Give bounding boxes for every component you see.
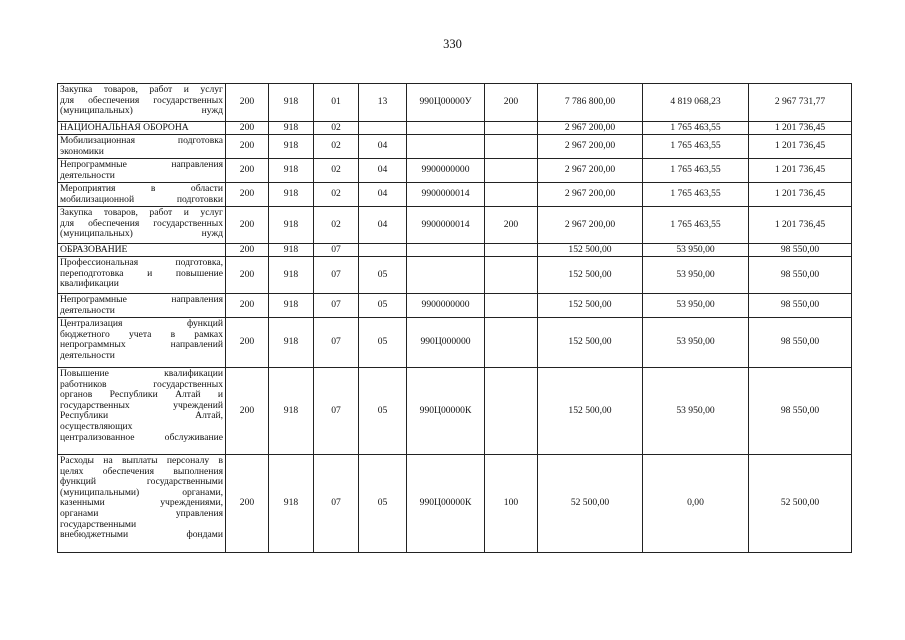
remaining-amount-cell: 1 201 736,45 <box>749 207 852 244</box>
expense-type-cell <box>485 244 538 257</box>
item-name-line: Закупка товаров, работ и услуг <box>60 207 223 218</box>
executed-amount-cell: 53 950,00 <box>643 257 749 294</box>
department-code-cell: 918 <box>269 122 314 135</box>
remaining-amount-cell: 1 201 736,45 <box>749 159 852 183</box>
item-name-line: (муниципальными) органами, <box>60 486 223 498</box>
budget-table <box>57 83 852 553</box>
target-article-cell: 9900000000 <box>407 294 485 318</box>
subsection-cell: 05 <box>359 368 407 455</box>
department-code-cell: 918 <box>269 294 314 318</box>
target-article-cell <box>407 257 485 294</box>
item-name-line: органами управления <box>60 507 223 519</box>
table-row <box>58 455 852 553</box>
remaining-amount-cell: 1 201 736,45 <box>749 183 852 207</box>
remaining-amount-cell: 98 550,00 <box>749 244 852 257</box>
section-cell: 07 <box>314 244 359 257</box>
item-name-line: бюджетного учета в рамках <box>60 328 223 340</box>
subsection-cell <box>359 122 407 135</box>
item-name-line: мобилизационной подготовки <box>60 193 223 205</box>
table-row <box>58 84 852 122</box>
expense-type-cell <box>485 159 538 183</box>
approved-amount-cell: 2 967 200,00 <box>538 122 643 135</box>
remaining-amount-cell: 98 550,00 <box>749 318 852 368</box>
item-name-line: непрограммных направлений <box>60 339 223 351</box>
remaining-amount-cell: 1 201 736,45 <box>749 122 852 135</box>
table-row <box>58 368 852 455</box>
admin-code-cell: 200 <box>226 159 269 183</box>
item-name-line: Централизация функций <box>60 318 223 329</box>
budget-table-body <box>58 84 852 553</box>
target-article-cell <box>407 122 485 135</box>
table-row <box>58 207 852 244</box>
section-cell: 07 <box>314 368 359 455</box>
item-name-line: государственными <box>60 518 137 530</box>
expense-type-cell <box>485 318 538 368</box>
item-name-line: Мобилизационная подготовка <box>60 135 223 146</box>
item-name-line: работников государственных <box>60 378 223 390</box>
item-name-line: для обеспечения государственных <box>60 94 223 106</box>
item-name-cell <box>58 122 226 135</box>
item-name-line: Расходы на выплаты персоналу в <box>60 455 223 466</box>
item-name-line: экономики <box>60 145 104 157</box>
item-name-line: осуществляющих <box>60 420 133 432</box>
admin-code-cell: 200 <box>226 122 269 135</box>
target-article-cell: 990Ц00000К <box>407 455 485 553</box>
item-name-line: Непрограммные направления <box>60 159 223 170</box>
item-name-cell <box>58 159 226 183</box>
admin-code-cell: 200 <box>226 183 269 207</box>
department-code-cell: 918 <box>269 207 314 244</box>
target-article-cell: 9900000000 <box>407 159 485 183</box>
item-name-line: Непрограммные направления <box>60 294 223 305</box>
item-name-line: Закупка товаров, работ и услуг <box>60 84 223 95</box>
approved-amount-cell: 7 786 800,00 <box>538 84 643 122</box>
approved-amount-cell: 2 967 200,00 <box>538 135 643 159</box>
section-cell: 07 <box>314 294 359 318</box>
remaining-amount-cell: 98 550,00 <box>749 368 852 455</box>
approved-amount-cell: 152 500,00 <box>538 294 643 318</box>
item-name-line: Республики Алтай, <box>60 410 223 422</box>
item-name-line: деятельности <box>60 169 115 181</box>
target-article-cell: 9900000014 <box>407 183 485 207</box>
item-name-line: внебюджетными фондами <box>60 529 223 541</box>
executed-amount-cell: 1 765 463,55 <box>643 207 749 244</box>
target-article-cell <box>407 135 485 159</box>
section-cell: 02 <box>314 183 359 207</box>
admin-code-cell: 200 <box>226 244 269 257</box>
item-name-line: Мероприятия в области <box>60 183 223 194</box>
expense-type-cell: 100 <box>485 455 538 553</box>
section-cell: 02 <box>314 207 359 244</box>
section-cell: 07 <box>314 318 359 368</box>
subsection-cell: 05 <box>359 318 407 368</box>
admin-code-cell: 200 <box>226 368 269 455</box>
admin-code-cell: 200 <box>226 257 269 294</box>
department-code-cell: 918 <box>269 455 314 553</box>
subsection-cell <box>359 244 407 257</box>
target-article-cell <box>407 244 485 257</box>
admin-code-cell: 200 <box>226 84 269 122</box>
subsection-cell: 05 <box>359 257 407 294</box>
subsection-cell: 13 <box>359 84 407 122</box>
item-name-line: (муниципальных) нужд <box>60 105 223 117</box>
item-name-line: квалификации <box>60 278 119 290</box>
remaining-amount-cell: 98 550,00 <box>749 294 852 318</box>
approved-amount-cell: 152 500,00 <box>538 244 643 257</box>
expense-type-cell: 200 <box>485 207 538 244</box>
item-name-line: НАЦИОНАЛЬНАЯ ОБОРОНА <box>60 122 189 133</box>
item-name-cell <box>58 294 226 318</box>
department-code-cell: 918 <box>269 84 314 122</box>
executed-amount-cell: 53 950,00 <box>643 294 749 318</box>
subsection-cell: 04 <box>359 183 407 207</box>
remaining-amount-cell: 2 967 731,77 <box>749 84 852 122</box>
remaining-amount-cell: 98 550,00 <box>749 257 852 294</box>
subsection-cell: 05 <box>359 455 407 553</box>
expense-type-cell: 200 <box>485 84 538 122</box>
item-name-cell <box>58 257 226 294</box>
item-name-line: Повышение квалификации <box>60 368 223 379</box>
item-name-line: функций государственными <box>60 476 223 488</box>
item-name-line: централизованное обслуживание <box>60 431 223 443</box>
table-row <box>58 244 852 257</box>
executed-amount-cell: 53 950,00 <box>643 318 749 368</box>
subsection-cell: 05 <box>359 294 407 318</box>
approved-amount-cell: 52 500,00 <box>538 455 643 553</box>
executed-amount-cell: 1 765 463,55 <box>643 135 749 159</box>
table-row <box>58 257 852 294</box>
admin-code-cell: 200 <box>226 294 269 318</box>
table-row <box>58 122 852 135</box>
section-cell: 07 <box>314 257 359 294</box>
department-code-cell: 918 <box>269 257 314 294</box>
item-name-cell <box>58 455 226 553</box>
approved-amount-cell: 152 500,00 <box>538 368 643 455</box>
executed-amount-cell: 53 950,00 <box>643 368 749 455</box>
table-row <box>58 159 852 183</box>
expense-type-cell <box>485 135 538 159</box>
expense-type-cell <box>485 294 538 318</box>
executed-amount-cell: 0,00 <box>643 455 749 553</box>
section-cell: 02 <box>314 122 359 135</box>
item-name-line: деятельности <box>60 304 115 316</box>
table-row <box>58 294 852 318</box>
item-name-line: (муниципальных) нужд <box>60 228 223 240</box>
department-code-cell: 918 <box>269 135 314 159</box>
department-code-cell: 918 <box>269 183 314 207</box>
department-code-cell: 918 <box>269 159 314 183</box>
approved-amount-cell: 152 500,00 <box>538 318 643 368</box>
target-article-cell: 990Ц00000У <box>407 84 485 122</box>
item-name-line: целях обеспечения выполнения <box>60 465 223 477</box>
page-number: 330 <box>443 37 462 51</box>
remaining-amount-cell: 52 500,00 <box>749 455 852 553</box>
executed-amount-cell: 53 950,00 <box>643 244 749 257</box>
section-cell: 01 <box>314 84 359 122</box>
table-row <box>58 318 852 368</box>
table-row <box>58 183 852 207</box>
subsection-cell: 04 <box>359 159 407 183</box>
target-article-cell: 9900000014 <box>407 207 485 244</box>
department-code-cell: 918 <box>269 318 314 368</box>
table-row <box>58 135 852 159</box>
item-name-line: для обеспечения государственных <box>60 217 223 229</box>
item-name-cell <box>58 183 226 207</box>
item-name-line: Профессиональная подготовка, <box>60 257 223 268</box>
admin-code-cell: 200 <box>226 455 269 553</box>
item-name-line: государственных учреждений <box>60 399 223 411</box>
executed-amount-cell: 4 819 068,23 <box>643 84 749 122</box>
approved-amount-cell: 152 500,00 <box>538 257 643 294</box>
section-cell: 02 <box>314 135 359 159</box>
item-name-line: казенными учреждениями, <box>60 497 223 509</box>
item-name-cell <box>58 318 226 368</box>
section-cell: 07 <box>314 455 359 553</box>
remaining-amount-cell: 1 201 736,45 <box>749 135 852 159</box>
item-name-cell <box>58 244 226 257</box>
admin-code-cell: 200 <box>226 207 269 244</box>
item-name-line: органов Республики Алтай и <box>60 389 223 401</box>
expense-type-cell <box>485 183 538 207</box>
expense-type-cell <box>485 368 538 455</box>
item-name-cell <box>58 84 226 122</box>
item-name-cell <box>58 135 226 159</box>
item-name-line: ОБРАЗОВАНИЕ <box>60 244 128 255</box>
admin-code-cell: 200 <box>226 135 269 159</box>
executed-amount-cell: 1 765 463,55 <box>643 183 749 207</box>
expense-type-cell <box>485 122 538 135</box>
subsection-cell: 04 <box>359 207 407 244</box>
section-cell: 02 <box>314 159 359 183</box>
subsection-cell: 04 <box>359 135 407 159</box>
executed-amount-cell: 1 765 463,55 <box>643 159 749 183</box>
approved-amount-cell: 2 967 200,00 <box>538 207 643 244</box>
target-article-cell: 990Ц00000К <box>407 368 485 455</box>
item-name-line: переподготовка и повышение <box>60 267 223 279</box>
expense-type-cell <box>485 257 538 294</box>
department-code-cell: 918 <box>269 368 314 455</box>
executed-amount-cell: 1 765 463,55 <box>643 122 749 135</box>
admin-code-cell: 200 <box>226 318 269 368</box>
approved-amount-cell: 2 967 200,00 <box>538 159 643 183</box>
target-article-cell: 990Ц000000 <box>407 318 485 368</box>
approved-amount-cell: 2 967 200,00 <box>538 183 643 207</box>
item-name-cell <box>58 368 226 455</box>
item-name-line: деятельности <box>60 349 115 361</box>
item-name-cell <box>58 207 226 244</box>
department-code-cell: 918 <box>269 244 314 257</box>
